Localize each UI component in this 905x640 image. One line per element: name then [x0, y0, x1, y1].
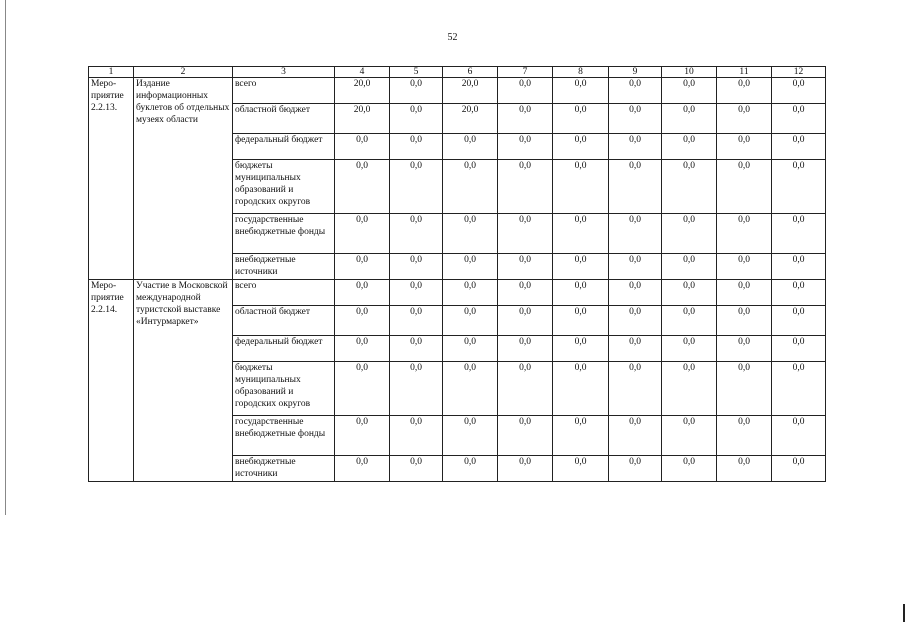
value-cell: 0,0	[390, 280, 443, 306]
value-cell: 0,0	[772, 306, 826, 336]
funding-source-cell: внебюджетные источники	[233, 456, 335, 482]
value-cell: 0,0	[609, 306, 662, 336]
value-cell: 0,0	[390, 306, 443, 336]
value-cell: 0,0	[443, 134, 498, 160]
value-cell: 0,0	[662, 416, 717, 456]
measure-code-cell	[89, 78, 134, 280]
scan-left-rule	[5, 0, 6, 515]
value-cell: 0,0	[717, 336, 772, 362]
value-cell: 0,0	[609, 104, 662, 134]
value-cell: 0,0	[717, 456, 772, 482]
value-cell: 0,0	[498, 160, 553, 214]
value-cell: 0,0	[609, 78, 662, 104]
value-cell: 0,0	[662, 336, 717, 362]
value-cell: 0,0	[553, 336, 609, 362]
value-cell: 0,0	[772, 362, 826, 416]
value-cell: 0,0	[609, 134, 662, 160]
value-cell: 0,0	[335, 416, 390, 456]
value-cell: 0,0	[553, 456, 609, 482]
header-cell: 12	[772, 67, 826, 78]
value-cell: 0,0	[717, 280, 772, 306]
funding-source-cell: государственные внебюджетные фонды	[233, 416, 335, 456]
header-cell: 3	[233, 67, 335, 78]
value-cell: 0,0	[553, 214, 609, 254]
value-cell: 0,0	[772, 214, 826, 254]
value-cell: 0,0	[717, 362, 772, 416]
measure-code-line: Меро-	[91, 281, 117, 291]
funding-source-cell: государственные внебюджетные фонды	[233, 214, 335, 254]
funding-source-cell: всего	[233, 78, 335, 104]
header-cell: 6	[443, 67, 498, 78]
value-cell: 0,0	[717, 104, 772, 134]
value-cell: 20,0	[335, 78, 390, 104]
value-cell: 0,0	[443, 280, 498, 306]
value-cell: 0,0	[390, 214, 443, 254]
value-cell: 0,0	[717, 134, 772, 160]
value-cell: 0,0	[609, 362, 662, 416]
value-cell: 0,0	[662, 160, 717, 214]
value-cell: 20,0	[335, 104, 390, 134]
header-cell: 7	[498, 67, 553, 78]
value-cell: 0,0	[662, 104, 717, 134]
value-cell: 0,0	[609, 280, 662, 306]
value-cell: 0,0	[498, 78, 553, 104]
value-cell: 0,0	[443, 306, 498, 336]
header-cell: 11	[717, 67, 772, 78]
value-cell: 0,0	[717, 306, 772, 336]
value-cell: 0,0	[717, 214, 772, 254]
value-cell: 0,0	[443, 362, 498, 416]
header-cell: 10	[662, 67, 717, 78]
value-cell: 0,0	[443, 336, 498, 362]
value-cell: 0,0	[662, 306, 717, 336]
header-row	[89, 67, 826, 78]
value-cell: 0,0	[662, 254, 717, 280]
value-cell: 0,0	[390, 416, 443, 456]
value-cell: 0,0	[443, 254, 498, 280]
value-cell: 0,0	[772, 160, 826, 214]
value-cell: 0,0	[553, 362, 609, 416]
value-cell: 0,0	[717, 416, 772, 456]
value-cell: 0,0	[609, 456, 662, 482]
value-cell: 0,0	[609, 336, 662, 362]
value-cell: 0,0	[335, 336, 390, 362]
value-cell: 0,0	[662, 456, 717, 482]
value-cell: 0,0	[498, 336, 553, 362]
header-cell: 2	[134, 67, 233, 78]
header-cell: 9	[609, 67, 662, 78]
value-cell: 0,0	[609, 160, 662, 214]
value-cell: 0,0	[609, 214, 662, 254]
value-cell: 0,0	[609, 254, 662, 280]
value-cell: 0,0	[390, 134, 443, 160]
value-cell: 0,0	[390, 78, 443, 104]
value-cell: 0,0	[390, 104, 443, 134]
value-cell: 0,0	[609, 416, 662, 456]
value-cell: 20,0	[443, 104, 498, 134]
value-cell: 20,0	[443, 78, 498, 104]
value-cell: 0,0	[390, 254, 443, 280]
measure-code-cell	[89, 280, 134, 482]
header-cell: 4	[335, 67, 390, 78]
value-cell: 0,0	[553, 254, 609, 280]
value-cell: 0,0	[443, 416, 498, 456]
value-cell: 0,0	[498, 306, 553, 336]
value-cell: 0,0	[553, 280, 609, 306]
funding-table	[88, 66, 826, 482]
value-cell: 0,0	[772, 416, 826, 456]
value-cell: 0,0	[717, 78, 772, 104]
page-number: 52	[447, 32, 458, 43]
value-cell: 0,0	[498, 362, 553, 416]
value-cell: 0,0	[772, 280, 826, 306]
value-cell: 0,0	[390, 362, 443, 416]
value-cell: 0,0	[443, 456, 498, 482]
funding-source-cell: областной бюджет	[233, 104, 335, 134]
value-cell: 0,0	[553, 134, 609, 160]
value-cell: 0,0	[335, 134, 390, 160]
value-cell: 0,0	[662, 280, 717, 306]
value-cell: 0,0	[498, 254, 553, 280]
value-cell: 0,0	[443, 160, 498, 214]
value-cell: 0,0	[772, 104, 826, 134]
value-cell: 0,0	[335, 362, 390, 416]
funding-source-cell: федеральный бюджет	[233, 134, 335, 160]
value-cell: 0,0	[390, 456, 443, 482]
value-cell: 0,0	[335, 254, 390, 280]
funding-source-cell: федеральный бюджет	[233, 336, 335, 362]
value-cell: 0,0	[335, 456, 390, 482]
measure-code-line: приятие	[91, 293, 124, 303]
value-cell: 0,0	[390, 160, 443, 214]
funding-source-cell: областной бюджет	[233, 306, 335, 336]
funding-source-cell: всего	[233, 280, 335, 306]
value-cell: 0,0	[498, 214, 553, 254]
value-cell: 0,0	[335, 306, 390, 336]
value-cell: 0,0	[553, 306, 609, 336]
measure-name-cell: Участие в Московской международной туристской выставке «Интурмаркет»	[134, 280, 233, 482]
value-cell: 0,0	[498, 134, 553, 160]
value-cell: 0,0	[662, 78, 717, 104]
value-cell: 0,0	[553, 160, 609, 214]
value-cell: 0,0	[498, 280, 553, 306]
measure-code-line: 2.2.14.	[91, 305, 118, 315]
value-cell: 0,0	[443, 214, 498, 254]
value-cell: 0,0	[717, 254, 772, 280]
measure-code-line: 2.2.13.	[91, 103, 118, 113]
funding-source-cell: бюджеты муниципальных образований и городских округов	[233, 160, 335, 214]
value-cell: 0,0	[498, 416, 553, 456]
value-cell: 0,0	[553, 78, 609, 104]
value-cell: 0,0	[335, 160, 390, 214]
value-cell: 0,0	[553, 104, 609, 134]
funding-source-cell: внебюджетные источники	[233, 254, 335, 280]
table-row	[89, 280, 826, 306]
value-cell: 0,0	[772, 134, 826, 160]
value-cell: 0,0	[498, 456, 553, 482]
header-cell: 1	[89, 67, 134, 78]
value-cell: 0,0	[662, 362, 717, 416]
value-cell: 0,0	[498, 104, 553, 134]
measure-code-line: Меро-	[91, 79, 117, 89]
value-cell: 0,0	[662, 214, 717, 254]
value-cell: 0,0	[772, 336, 826, 362]
value-cell: 0,0	[717, 160, 772, 214]
funding-source-cell: бюджеты муниципальных образований и городских округов	[233, 362, 335, 416]
measure-name-cell: Издание информационных буклетов об отдельных музеях области	[134, 78, 233, 280]
value-cell: 0,0	[772, 254, 826, 280]
value-cell: 0,0	[553, 416, 609, 456]
value-cell: 0,0	[335, 214, 390, 254]
header-cell: 5	[390, 67, 443, 78]
table-row	[89, 78, 826, 104]
value-cell: 0,0	[662, 134, 717, 160]
value-cell: 0,0	[772, 78, 826, 104]
value-cell: 0,0	[772, 456, 826, 482]
value-cell: 0,0	[335, 280, 390, 306]
header-cell: 8	[553, 67, 609, 78]
measure-code-line: приятие	[91, 91, 124, 101]
value-cell: 0,0	[390, 336, 443, 362]
